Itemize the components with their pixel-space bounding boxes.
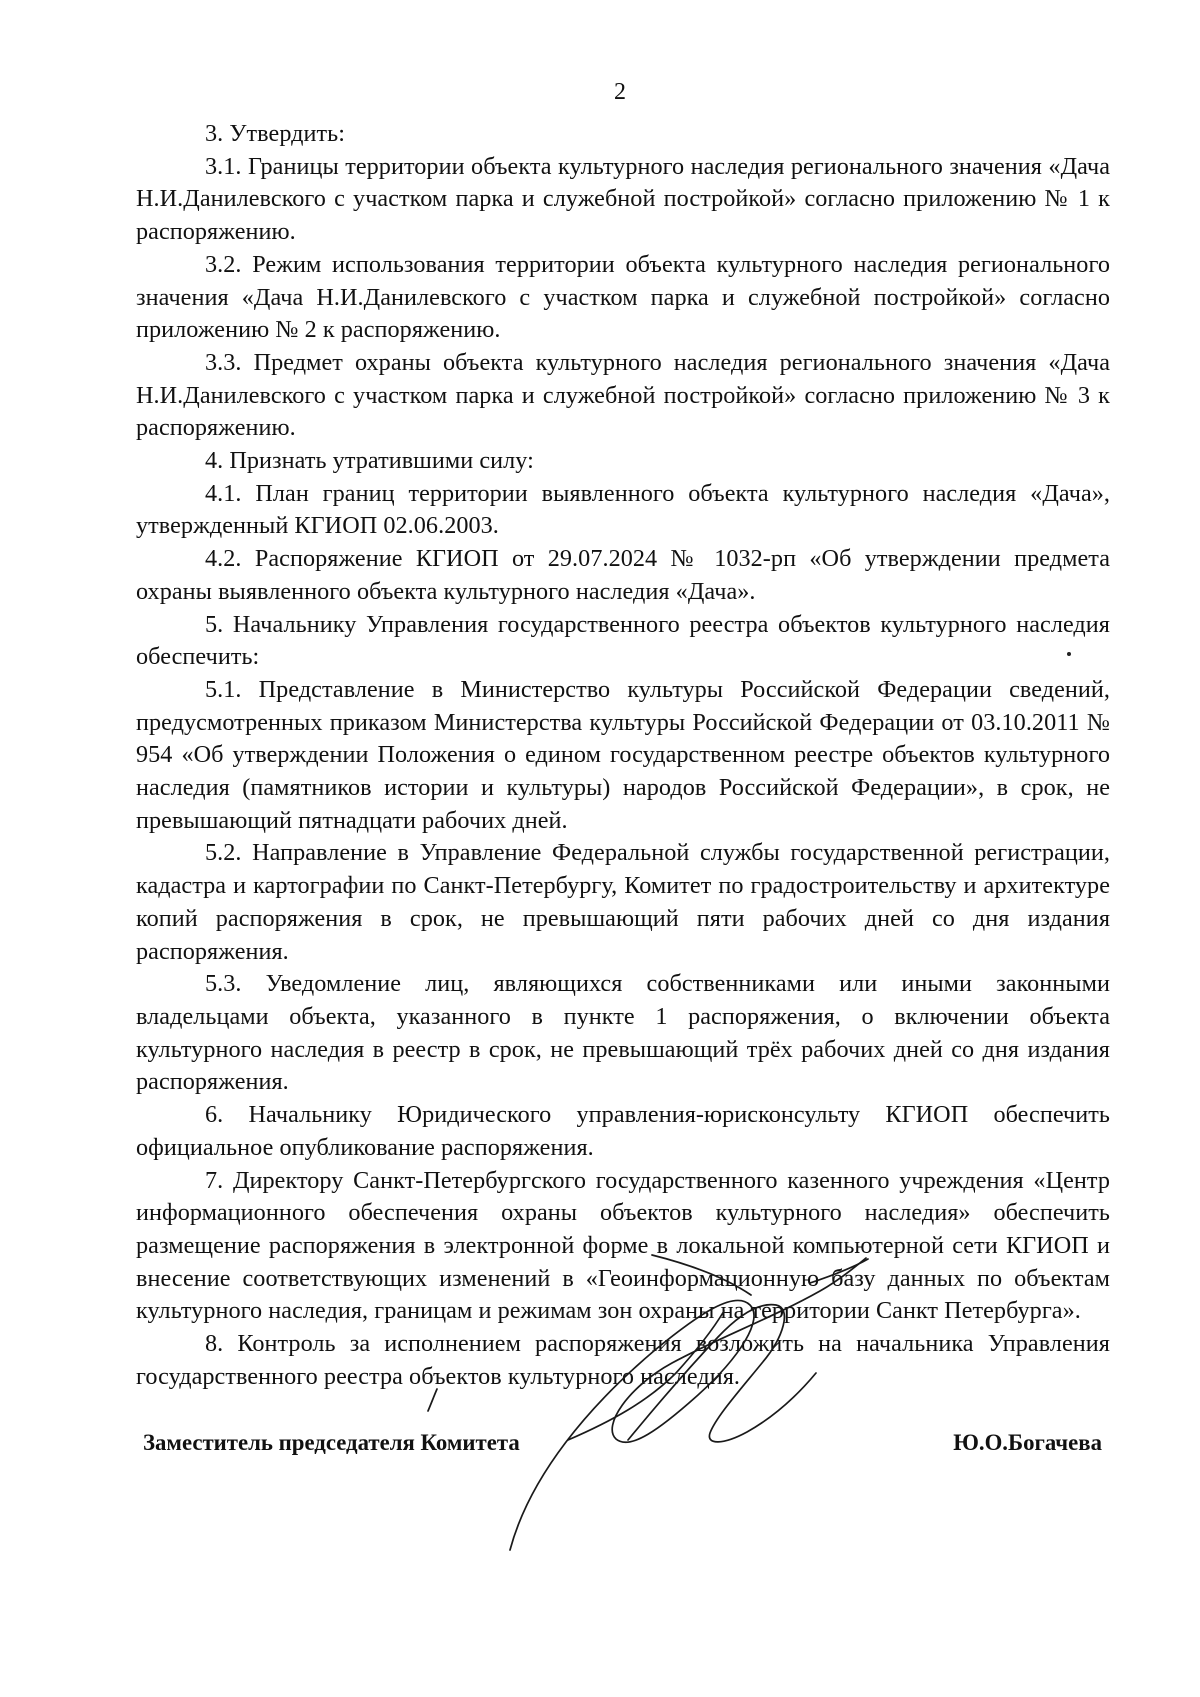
handwritten-signature [380,1255,940,1555]
paragraph-3-1: 3.1. Границы территории объекта культурного наследия регионального значения «Дача Н.И.Данилевского с участком парка и служебной постройкой» согласно приложению № 1 к распоряжению. [136,152,1110,246]
paragraph-5-1: 5.1. Представление в Министерство культуры Российской Федерации сведений, предусмотренных приказом Министерства культуры Российской Федерации от 03.10.2011 № 954 «Об утверждении Положения о едином государственном реестре объектов культурного наследия (памятников истории и культуры) народов Российской Федерации», в срок, не превышающий пятнадцати рабочих дней. [136,675,1110,834]
paragraph-3: 3. Утвердить: [205,120,346,147]
paragraph-4: 4. Признать утратившими силу: [205,447,534,475]
signatory-position: Заместитель председателя Комитета [143,1430,520,1455]
document-body [136,118,1110,1393]
paragraph-6: 6. Начальнику Юридического управления-юрисконсульту КГИОП обеспечить официальное опубликование распоряжения. [136,1101,1110,1161]
signature-block [143,1425,1100,1465]
paragraph-3-3: 3.3. Предмет охраны объекта культурного наследия регионального значения «Дача Н.И.Данилевского с участком парка и служебной постройкой» согласно приложению № 3 к распоряжению. [136,348,1110,442]
paragraph-3-2: 3.2. Режим использования территории объекта культурного наследия регионального значения «Дача Н.И.Данилевского с участком парка и служебной постройкой» согласно приложению № 2 к распоряжению. [136,250,1110,344]
paragraph-4-2: 4.2. Распоряжение КГИОП от 29.07.2024 № 1032-рп «Об утверждении предмета охраны выявленного объекта культурного наследия «Дача». [136,545,1110,605]
page-number: 2 [614,79,626,105]
paragraph-5-3: 5.3. Уведомление лиц, являющихся собственниками или иными законными владельцами объекта, указанного в пункте 1 распоряжения, о включении объекта культурного наследия в реестр в срок, не превышающий трёх рабочих дней со дня издания распоряжения. [136,970,1110,1096]
paragraph-5-2: 5.2. Направление в Управление Федеральной службы государственной регистрации, кадастра и картографии по Санкт-Петербургу, Комитет по градостроительству и архитектуре копий распоряжения в срок, не превышающий пяти рабочих дней со дня издания распоряжения. [136,839,1110,965]
paragraph-4-1: 4.1. План границ территории выявленного объекта культурного наследия «Дача», утвержденный КГИОП 02.06.2003. [136,479,1110,540]
signatory-name: Ю.О.Богачева [953,1430,1102,1455]
paragraph-7: 7. Директору Санкт-Петербургского государственного казенного учреждения «Центр информационного обеспечения охраны объектов культурного наследия» обеспечить размещение распоряжения в электронной форме в локальной компьютерной сети КГИОП и внесение соответствующих изменений в «Геоинформационную базу данных по объектам культурного наследия, границам и режимам зон охраны на территории Санкт Петербурга». [136,1166,1110,1325]
paragraph-5: 5. Начальнику Управления государственного реестра объектов культурного наследия обеспечить: [136,610,1110,671]
paragraph-8: 8. Контроль за исполнением распоряжения возложить на начальника Управления государственного реестра объектов культурного наследия. [136,1330,1110,1390]
